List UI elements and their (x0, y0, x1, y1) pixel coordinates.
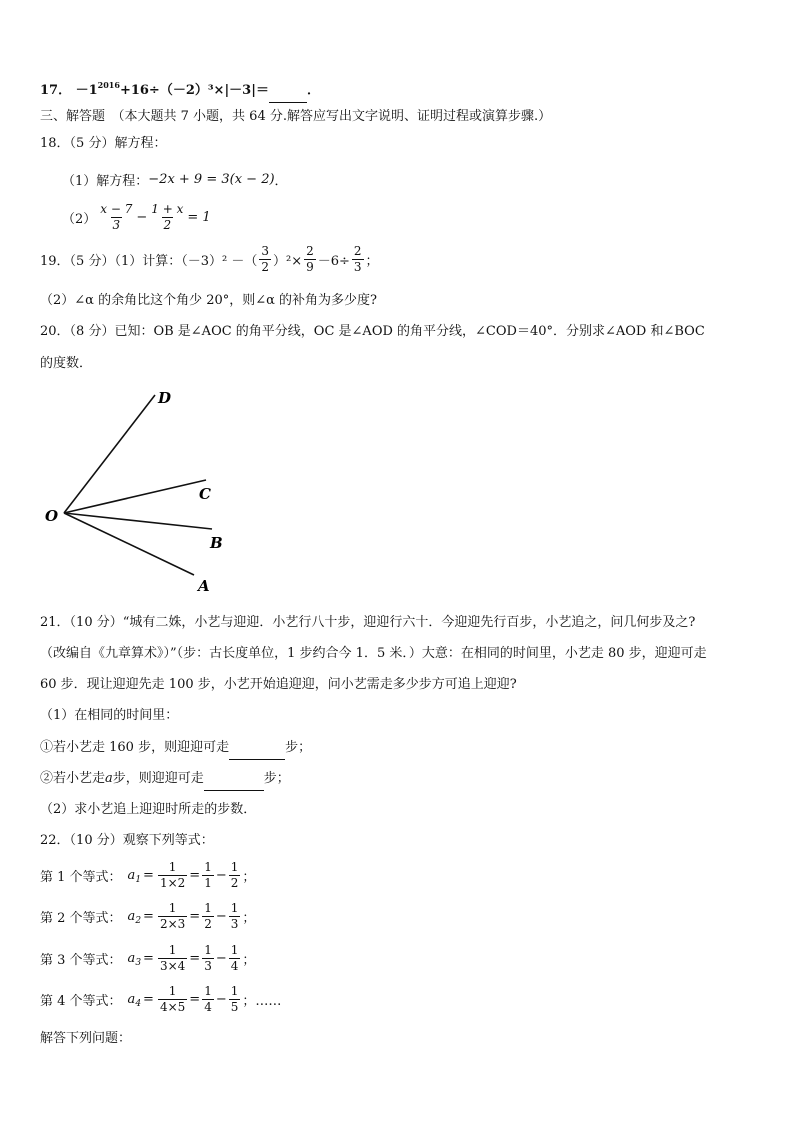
equation-end: ； (242, 870, 256, 885)
q19-middle: ）²× (272, 254, 303, 269)
fraction-numerator: 2 (353, 244, 362, 258)
fraction-numerator: 1 (204, 984, 212, 998)
fraction-denominator: 3 (353, 260, 362, 274)
fraction-denominator: 3×4 (159, 959, 186, 973)
label-o: O (45, 507, 59, 525)
equals-sign: = (143, 909, 154, 924)
equation-variable (128, 868, 142, 883)
equation-fraction-b (229, 943, 241, 974)
q17-number: 17． (40, 83, 72, 98)
fraction-denominator: 9 (306, 260, 314, 274)
equation-fraction-b (229, 984, 241, 1015)
fraction-numerator: 1 (168, 943, 177, 957)
q21-line-2: （改编自《九章算术》）”（步：古长度单位，1 步约合今 1．5 米．）大意：在相同的时间里，小艺走 80 步，迎迎可走 (40, 646, 707, 661)
q20-line-1: 20．（8 分）已知：OB 是∠AOC 的角平分线，OC 是∠AOD 的角平分线，∠COD＝40°．分别求∠AOD 和∠BOC (40, 324, 705, 339)
q18-part1-end: ． (274, 174, 288, 189)
minus-sign: − (215, 992, 227, 1007)
q22-tail: 解答下列问题： (40, 1031, 132, 1046)
equals-sign: = (143, 992, 154, 1007)
q17-expr-start: －1 (75, 83, 98, 98)
fraction-numerator: 2 (306, 244, 314, 258)
equation-label: 第 1 个等式： (40, 870, 122, 885)
variable-subscript: 4 (135, 999, 142, 1009)
equation-fraction-a (202, 901, 214, 932)
equation-fraction-main (158, 984, 187, 1015)
equation-end: ；…… (242, 994, 282, 1009)
q18-fraction-2 (149, 202, 185, 233)
equation-end: ； (242, 911, 256, 926)
variable-subscript: 3 (135, 958, 142, 968)
q22-equation-row (40, 860, 255, 891)
equation-fraction-a (202, 860, 214, 891)
q21-part2: （2）求小艺追上迎迎时所走的步数． (40, 802, 257, 817)
equation-fraction-b (229, 901, 241, 932)
fraction-denominator: 2 (204, 917, 212, 931)
fraction-numerator: 1 (230, 901, 239, 915)
equation-end: ； (242, 953, 256, 968)
q18-part2-label: （2） (62, 212, 97, 227)
fraction-numerator: 1 (204, 860, 212, 874)
q18-heading: 18．（5 分）解方程： (40, 136, 167, 151)
fraction-denominator: 2 (163, 218, 172, 232)
fraction-numerator: 1 (230, 984, 239, 998)
equation-variable (128, 909, 142, 924)
q18-part1 (62, 170, 288, 189)
q18-part2-rhs: = 1 (187, 210, 211, 225)
equals-sign: = (143, 868, 154, 883)
fraction-denominator: 2 (261, 260, 269, 274)
fraction-numerator: 1 (204, 943, 212, 957)
fraction-denominator: 2×3 (159, 917, 186, 931)
fraction-denominator: 2 (230, 876, 239, 890)
section-3-heading: 三、解答题 （本大题共 7 小题，共 64 分.解答应写出文字说明、证明过程或演算步骤.） (40, 109, 552, 124)
label-a: A (198, 577, 210, 595)
variable-subscript: 1 (135, 875, 142, 885)
equals-sign: = (189, 951, 201, 966)
q17-end: ． (306, 83, 320, 98)
fraction-denominator: 1 (204, 876, 212, 890)
fraction-numerator: 1 (168, 860, 177, 874)
q22-equation-row (40, 984, 281, 1015)
q21-part1: （1）在相同的时间里： (40, 708, 179, 723)
q21-sub1-blank (229, 741, 285, 760)
question-17 (40, 82, 320, 103)
equals-sign: = (189, 909, 201, 924)
q21-line-1: 21．（10 分）“城有二姝，小艺与迎迎．小艺行八十步，迎迎行六十．今迎迎先行百步，小艺追之，问几何步及之? (40, 615, 696, 630)
variable-letter: a (127, 868, 136, 883)
fraction-denominator: 5 (230, 1000, 239, 1014)
equation-fraction-main (158, 943, 187, 974)
q19-heading: 19．（5 分）（1）计算：（－3）² －（ (40, 254, 258, 269)
q17-expr-rest: +16÷（－2）³×|－3|＝ (119, 83, 269, 98)
label-b: B (210, 534, 223, 552)
equation-label: 第 3 个等式： (40, 953, 122, 968)
variable-subscript: 2 (135, 916, 142, 926)
q20-line-2: 的度数． (40, 356, 93, 371)
variable-letter: a (127, 992, 136, 1007)
q19-end: ； (365, 254, 379, 269)
question-19 (40, 244, 379, 275)
ray-ob (64, 513, 212, 529)
equation-fraction-main (158, 901, 187, 932)
q21-sub2-middle: 步，则迎迎可走 (112, 771, 204, 786)
fraction-denominator: 3 (204, 959, 212, 973)
q18-fraction-1 (98, 202, 134, 233)
fraction-numerator: 1 (204, 901, 212, 915)
q21-sub2-variable: a (105, 771, 113, 786)
q19-fraction-2 (304, 244, 316, 275)
q21-sub1 (40, 739, 311, 760)
q22-equation-row (40, 943, 255, 974)
fraction-denominator: 4 (230, 959, 239, 973)
equation-variable (128, 951, 142, 966)
q18-part1-label: （1）解方程： (62, 174, 149, 189)
equation-fraction-b (229, 860, 241, 891)
q18-part1-equation: −2x + 9 = 3(x − 2) (148, 172, 275, 187)
q19-fraction-3 (352, 244, 364, 275)
equation-fraction-main (158, 860, 187, 891)
q21-sub2-text: ②若小艺走 (40, 771, 106, 786)
equation-variable (128, 992, 142, 1007)
fraction-numerator: 1 + x (151, 202, 184, 216)
minus-sign: − (215, 951, 227, 966)
equation-label: 第 4 个等式： (40, 994, 122, 1009)
label-c: C (199, 485, 211, 503)
fraction-numerator: 1 (230, 860, 239, 874)
fraction-denominator: 3 (230, 917, 239, 931)
q22-equation-row (40, 901, 255, 932)
equation-label: 第 2 个等式： (40, 911, 122, 926)
q21-sub1-end: 步； (285, 740, 312, 755)
fraction-denominator: 1×2 (159, 876, 186, 890)
q19-part2: （2）∠α 的余角比这个角少 20°，则∠α 的补角为多少度? (40, 293, 378, 308)
fraction-denominator: 3 (112, 218, 121, 232)
equals-sign: = (143, 951, 154, 966)
q21-sub2-end: 步； (263, 771, 290, 786)
q17-exponent: 2016 (97, 80, 120, 90)
q21-sub2-blank (204, 772, 264, 791)
q19-fraction-1 (259, 244, 271, 275)
fraction-numerator: 3 (261, 244, 269, 258)
fraction-numerator: 1 (168, 984, 177, 998)
q22-heading: 22．（10 分）观察下列等式： (40, 833, 214, 848)
equation-fraction-a (202, 984, 214, 1015)
ray-oa (64, 513, 194, 575)
fraction-numerator: x − 7 (100, 202, 133, 216)
q18-part2 (62, 202, 211, 233)
minus-sign: − (215, 868, 227, 883)
angle-diagram (40, 385, 300, 605)
variable-letter: a (127, 909, 136, 924)
q21-sub2 (40, 770, 290, 791)
minus-sign: − (215, 909, 227, 924)
q21-line-3: 60 步．现让迎迎先走 100 步，小艺开始追迎迎，问小艺需走多少步方可追上迎迎? (40, 677, 517, 692)
equals-sign: = (189, 868, 201, 883)
minus-sign: − (136, 210, 148, 225)
fraction-denominator: 4×5 (159, 1000, 186, 1014)
label-d: D (158, 389, 172, 407)
fraction-numerator: 1 (168, 901, 177, 915)
q21-sub1-text: ①若小艺走 160 步，则迎迎可走 (40, 740, 230, 755)
variable-letter: a (127, 951, 136, 966)
fraction-denominator: 4 (204, 1000, 212, 1014)
equals-sign: = (189, 992, 201, 1007)
fraction-numerator: 1 (230, 943, 239, 957)
equation-fraction-a (202, 943, 214, 974)
q17-answer-blank (269, 84, 307, 103)
q19-middle-2: －6÷ (317, 254, 350, 269)
